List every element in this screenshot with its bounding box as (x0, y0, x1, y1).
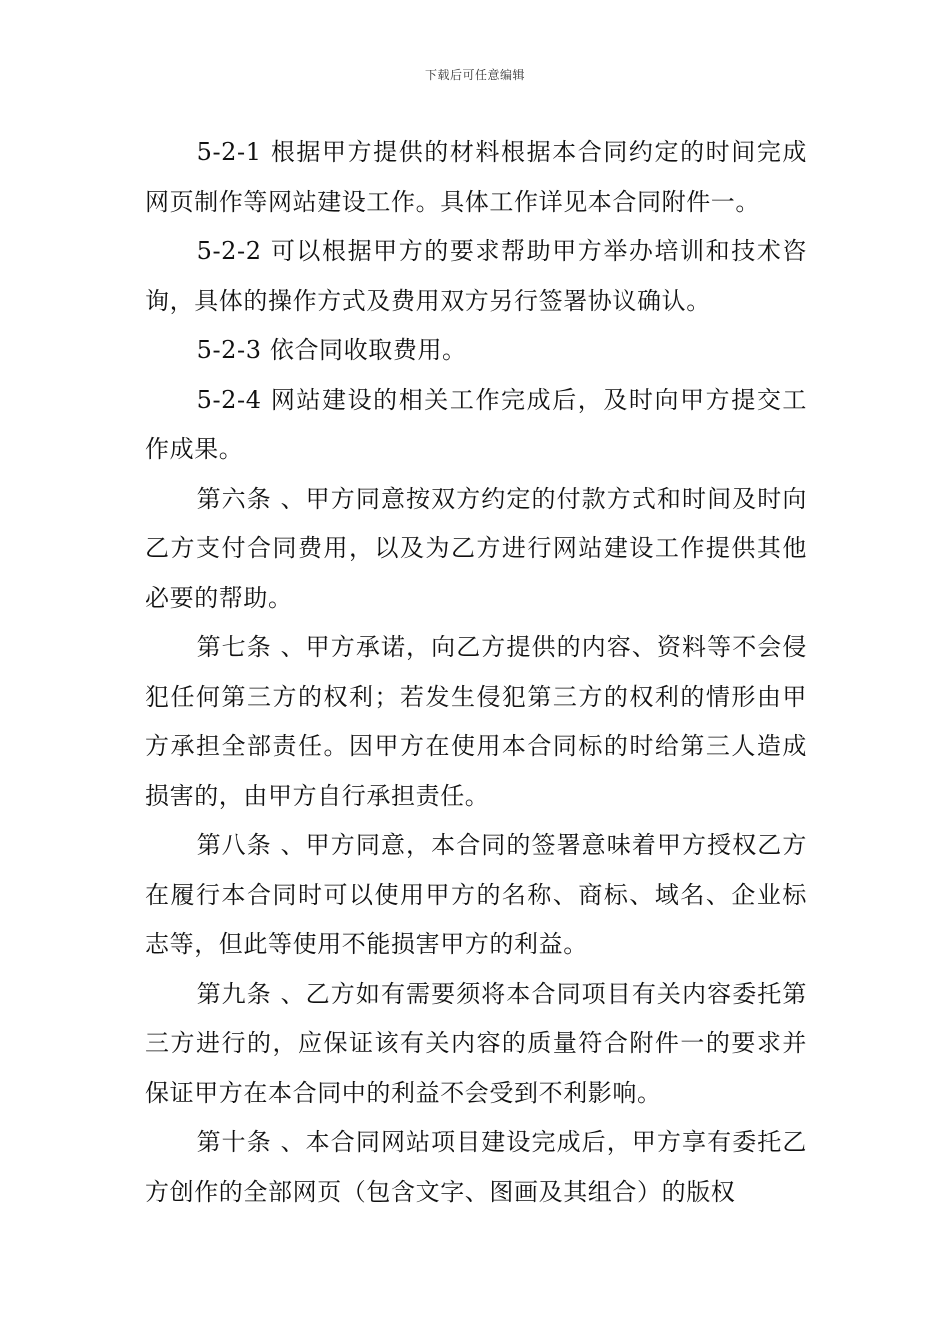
paragraph-5-2-1: 5-2-1 根据甲方提供的材料根据本合同约定的时间完成网页制作等网站建设工作。具体工作详见本合同附件一。 (145, 138, 807, 216)
article-10: 第十条 、本合同网站项目建设完成后，甲方享有委托乙方创作的全部网页（包含文字、图画及其组合）的版权 (145, 1128, 807, 1206)
article-9: 第九条 、乙方如有需要须将本合同项目有关内容委托第三方进行的，应保证该有关内容的质量符合附件一的要求并保证甲方在本合同中的利益不会受到不利影响。 (145, 979, 807, 1107)
paragraph-5-2-4: 5-2-4 网站建设的相关工作完成后，及时向甲方提交工作成果。 (145, 385, 807, 463)
article-6: 第六条 、甲方同意按双方约定的付款方式和时间及时向乙方支付合同费用，以及为乙方进行网站建设工作提供其他必要的帮助。 (145, 484, 807, 612)
paragraph-5-2-3: 5-2-3 依合同收取费用。 (196, 336, 467, 364)
page-header: 下载后可任意编辑 (424, 68, 525, 82)
paragraph-5-2-2: 5-2-2 可以根据甲方的要求帮助甲方举办培训和技术咨询，具体的操作方式及费用双方另行签署协议确认。 (145, 237, 807, 315)
document-body (145, 128, 807, 1217)
article-7: 第七条 、甲方承诺，向乙方提供的内容、资料等不会侵犯任何第三方的权利；若发生侵犯第三方的权利的情形由甲方承担全部责任。因甲方在使用本合同标的时给第三人造成损害的，由甲方自行承担责任。 (145, 633, 807, 810)
article-8: 第八条 、甲方同意，本合同的签署意味着甲方授权乙方在履行本合同时可以使用甲方的名称、商标、域名、企业标志等，但此等使用不能损害甲方的利益。 (145, 831, 807, 958)
